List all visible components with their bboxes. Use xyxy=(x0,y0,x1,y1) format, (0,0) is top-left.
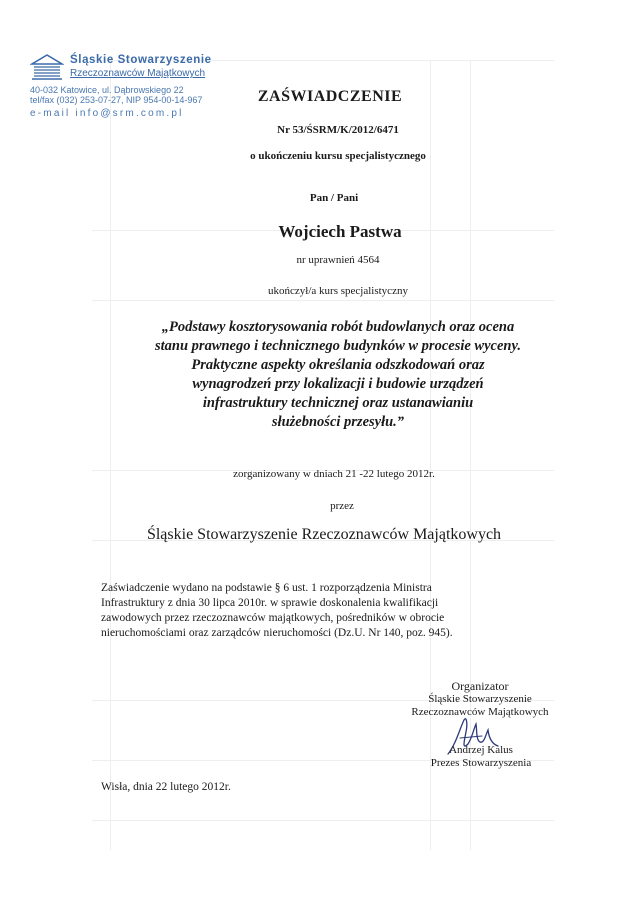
letterhead-phone: tel/fax (032) 253-07-27, NIP 954-00-14-967 xyxy=(30,95,203,105)
certificate-title: ZAŚWIADCZENIE xyxy=(257,88,403,105)
legal-basis-line: Infrastruktury z dnia 30 lipca 2010r. w sprawie doskonalenia kwalifikacji xyxy=(101,597,439,609)
signature-org-line2: Rzeczoznawców Majątkowych xyxy=(411,706,549,718)
letterhead-name-line1: Śląskie Stowarzyszenie xyxy=(70,54,212,66)
course-title-line: stanu prawnego i technicznego budynków w procesie wyceny. xyxy=(155,338,521,354)
association-logo-icon xyxy=(30,54,64,82)
signature-role: Organizator xyxy=(451,679,509,693)
organizer-name: Śląskie Stowarzyszenie Rzeczoznawców Majątkowych xyxy=(146,526,502,543)
legal-basis-line: zawodowych przez rzeczoznawców majątkowych, pośredników w obrocie xyxy=(101,612,445,624)
letterhead-name-line2: Rzeczoznawców Majątkowych xyxy=(70,68,206,79)
course-dates: zorganizowany w dniach 21 -22 lutego 2012r. xyxy=(233,468,435,480)
letterhead-email: e-mail info@srm.com.pl xyxy=(30,108,184,119)
by-label: przez xyxy=(330,500,354,512)
place-and-date: Wisła, dnia 22 lutego 2012r. xyxy=(101,781,231,793)
course-title xyxy=(18,318,640,432)
salutation: Pan / Pani xyxy=(309,192,359,204)
signatory xyxy=(406,744,556,770)
license-number: nr uprawnień 4564 xyxy=(296,254,380,266)
course-title-line: Praktyczne aspekty określania odszkodowań oraz xyxy=(191,357,485,373)
legal-basis-paragraph xyxy=(101,581,547,641)
certificate-number: Nr 53/ŚSRM/K/2012/6471 xyxy=(277,124,399,136)
completion-statement: ukończył/a kurs specjalistyczny xyxy=(268,285,408,297)
legal-basis-line: nieruchomościami oraz zarządców nieruchomości (Dz.U. Nr 140, poz. 945). xyxy=(101,627,453,639)
recipient-name: Wojciech Pastwa xyxy=(278,222,402,241)
legal-basis-line: Zaświadczenie wydano na podstawie § 6 ust. 1 rozporządzenia Ministra xyxy=(101,582,432,594)
course-title-line: infrastruktury technicznej oraz ustanawianiu xyxy=(202,395,474,411)
signature-org-line1: Śląskie Stowarzyszenie xyxy=(428,693,532,705)
course-title-line: wynagrodzeń przy lokalizacji i budowie urządzeń xyxy=(192,376,484,392)
course-title-line: „Podstawy kosztorysowania robót budowlanych oraz ocena xyxy=(161,319,515,335)
signatory-name: Andrzej Kalus xyxy=(449,744,513,756)
course-title-line: służebności przesyłu.” xyxy=(271,414,405,430)
certificate-subject: o ukończeniu kursu specjalistycznego xyxy=(250,150,426,162)
signatory-position: Prezes Stowarzyszenia xyxy=(430,757,532,769)
letterhead-address: 40-032 Katowice, ul. Dąbrowskiego 22 xyxy=(30,85,184,95)
